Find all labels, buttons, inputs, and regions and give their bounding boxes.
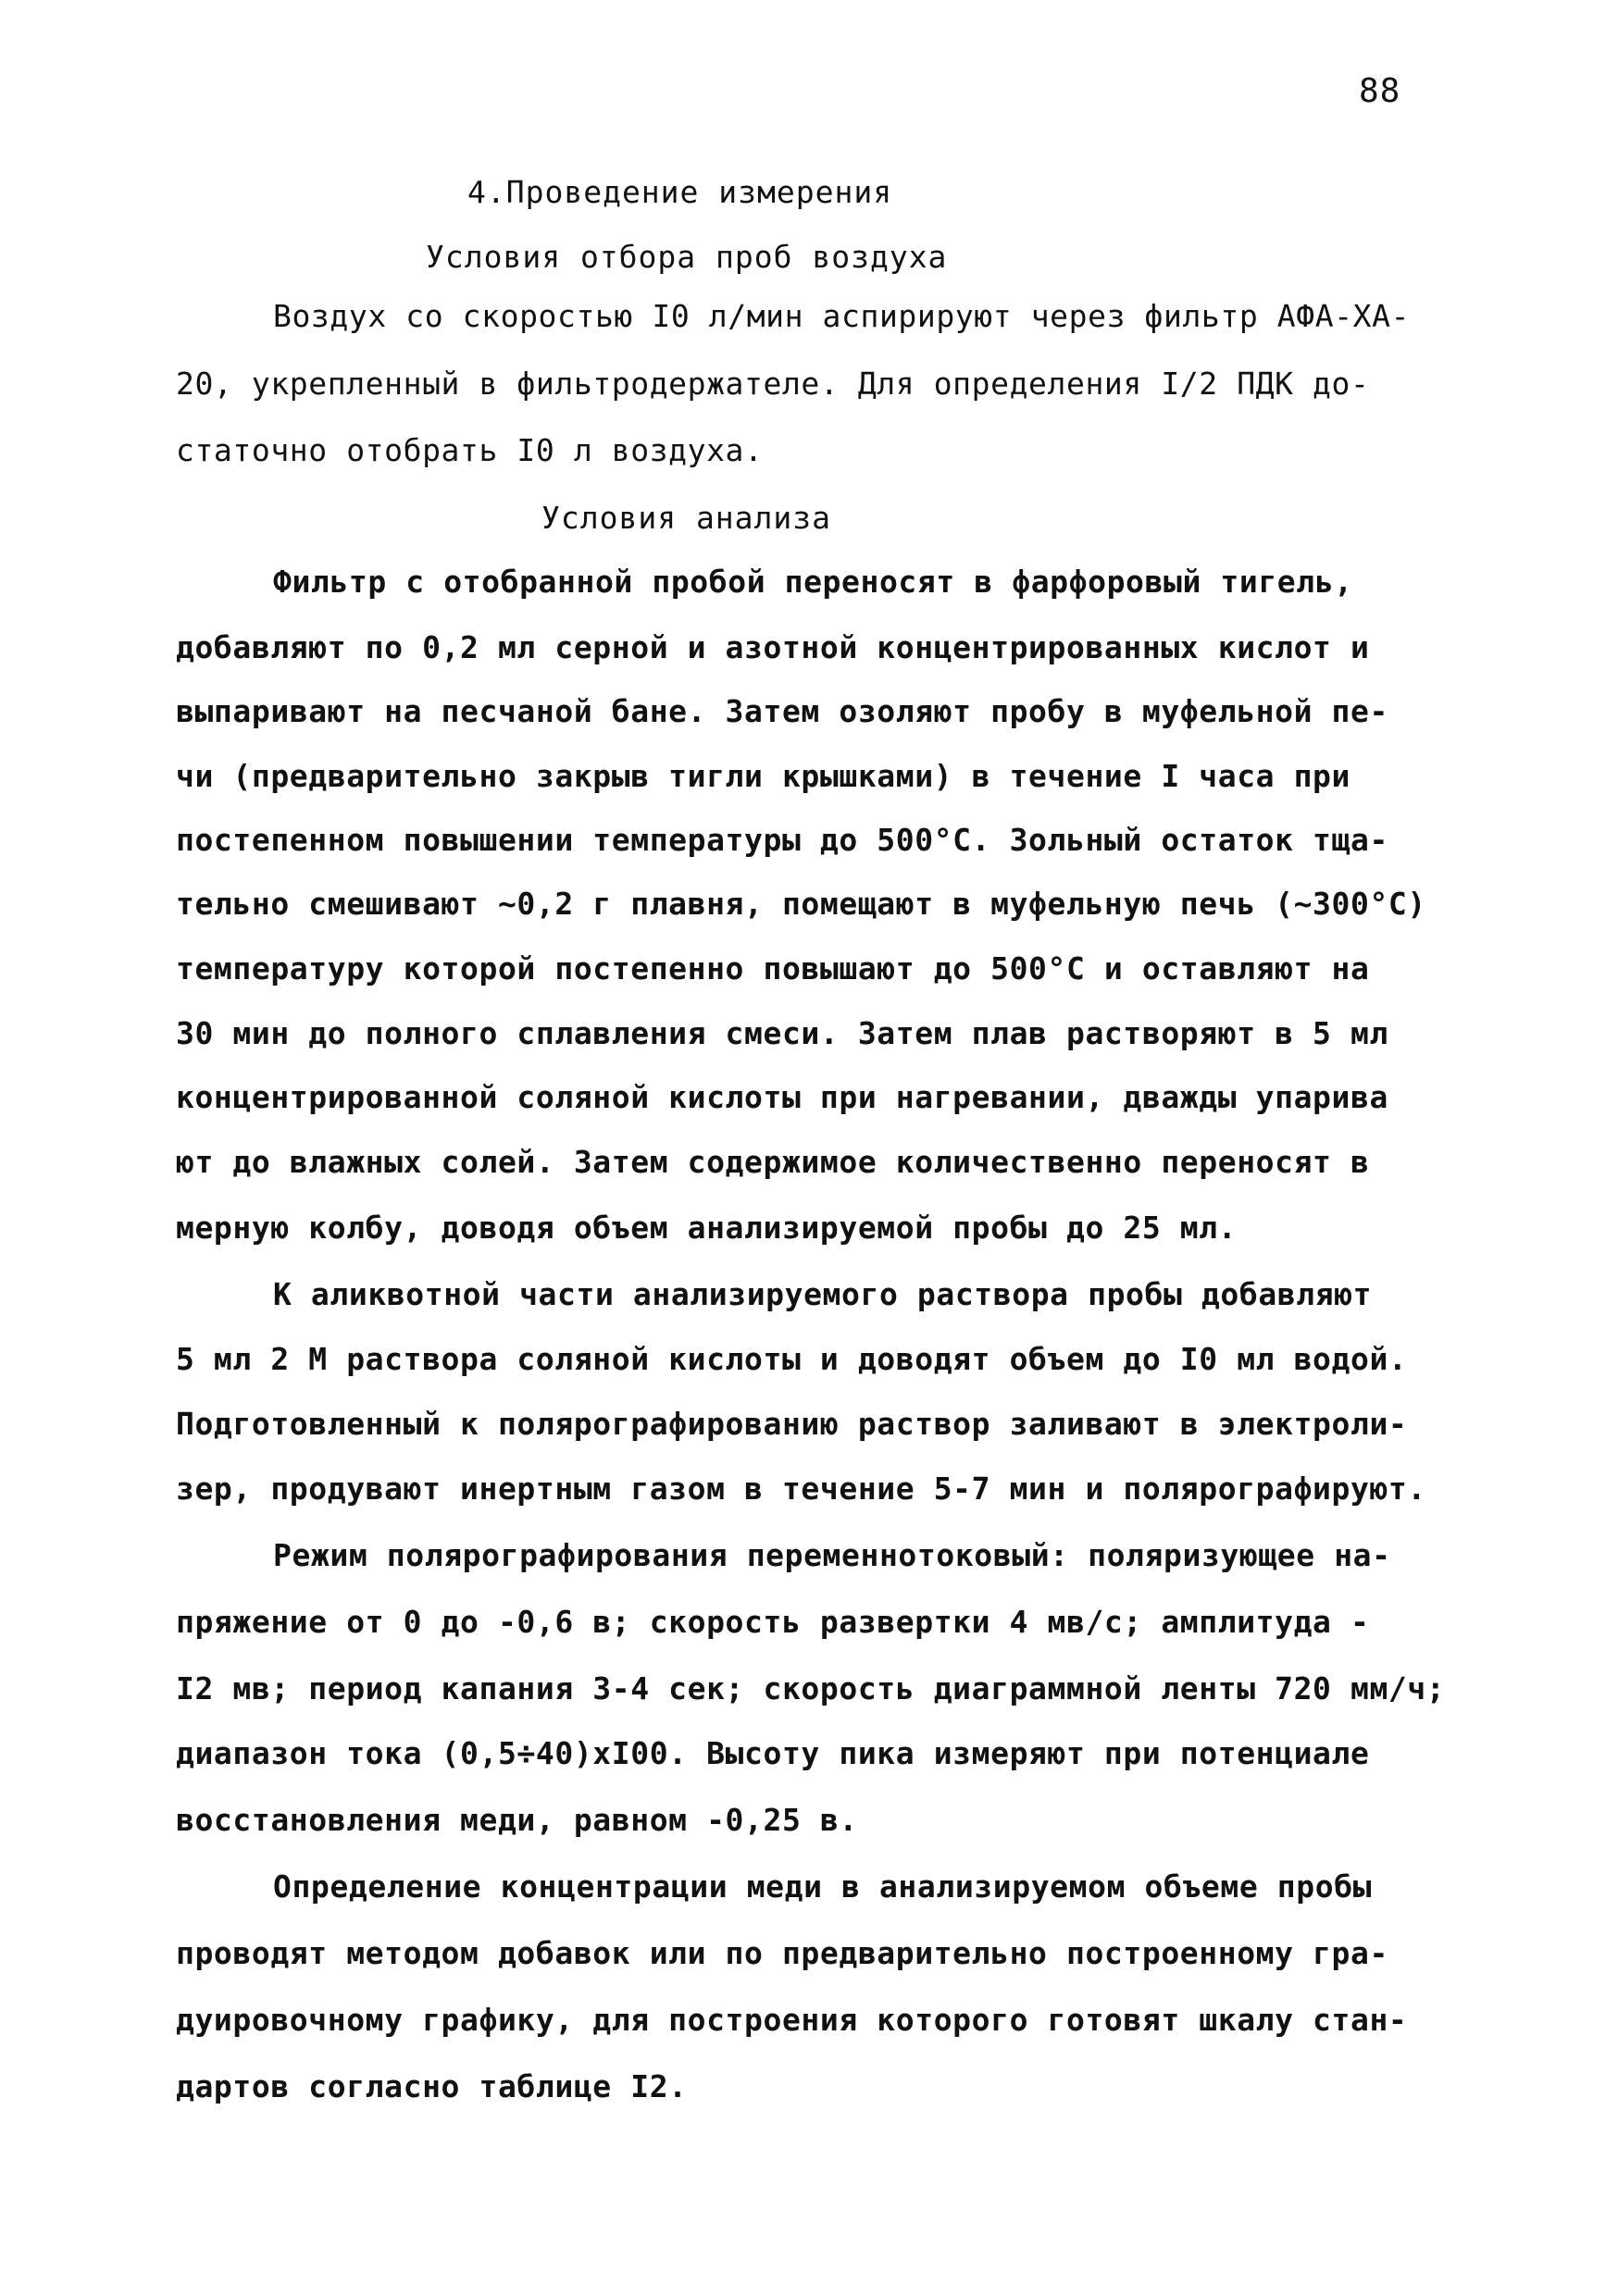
text-line: I2 мв; период капания 3-4 сек; скорость диаграммной ленты 720 мм/ч; [176,1670,1446,1706]
text-line: дуировочному графику, для построения которого готовят шкалу стан- [176,2002,1408,2038]
text-line: диапазон тока (0,5÷40)хI00. Высоту пика измеряют при потенциале [176,1735,1370,1771]
text-line: добавляют по 0,2 мл серной и азотной концентрированных кислот и [176,629,1370,665]
text-line: тельно смешивают ~0,2 г плавня, помещают в муфельную печь (~300°С) [176,886,1426,922]
subsection-analysis-title: Условия анализа [541,500,832,536]
text-line: чи (предварительно закрыв тигли крышками) в течение I часа при [176,758,1350,794]
text-line: Режим полярографирования переменнотоковый: поляризующее на- [273,1537,1391,1573]
text-line: статочно отобрать I0 л воздуха. [176,432,764,468]
text-line: ют до влажных солей. Затем содержимое количественно переносят в [176,1144,1370,1180]
text-line: Подготовленный к полярографированию раствор заливают в электроли- [176,1406,1408,1442]
text-line: Определение концентрации меди в анализируемом объеме пробы [273,1868,1373,1905]
text-line: восстановления меди, равном -0,25 в. [176,1802,858,1838]
section-title: 4.Проведение измерения [467,174,893,210]
text-line: дартов согласно таблице I2. [176,2068,688,2104]
text-line: выпаривают на песчаной бане. Затем озоляют пробу в муфельной пе- [176,693,1388,729]
text-line: Фильтр с отобранной пробой переносят в фарфоровый тигель, [273,564,1353,600]
text-line: К аликвотной части анализируемого раствора пробы добавляют [273,1276,1373,1312]
text-line: концентрированной соляной кислоты при нагревании, дважды упарива [176,1079,1388,1115]
text-line: постепенном повышении температуры до 500°С. Зольный остаток тща- [176,822,1388,858]
text-line: пряжение от 0 до -0,6 в; скорость развертки 4 мв/с; амплитуда - [176,1604,1370,1640]
text-line: Воздух со скоростью I0 л/мин аспирируют через фильтр АФА-ХА- [273,298,1411,334]
text-line: мерную колбу, доводя объем анализируемой пробы до 25 мл. [176,1210,1238,1246]
text-line: 30 мин до полного сплавления смеси. Затем плав растворяют в 5 мл [176,1015,1388,1051]
text-line: 20, укрепленный в фильтродержателе. Для определения I/2 ПДК до- [176,366,1370,402]
subsection-sampling-title: Условия отбора проб воздуха [426,239,948,275]
text-line: температуру которой постепенно повышают до 500°С и оставляют на [176,950,1370,987]
text-line: зер, продувают инертным газом в течение 5-7 мин и полярографируют. [176,1471,1426,1507]
text-line: 5 мл 2 М раствора соляной кислоты и доводят объем до I0 мл водой. [176,1341,1408,1377]
page-number: 88 [1359,72,1401,110]
text-line: проводят методом добавок или по предварительно построенному гра- [176,1935,1388,1971]
